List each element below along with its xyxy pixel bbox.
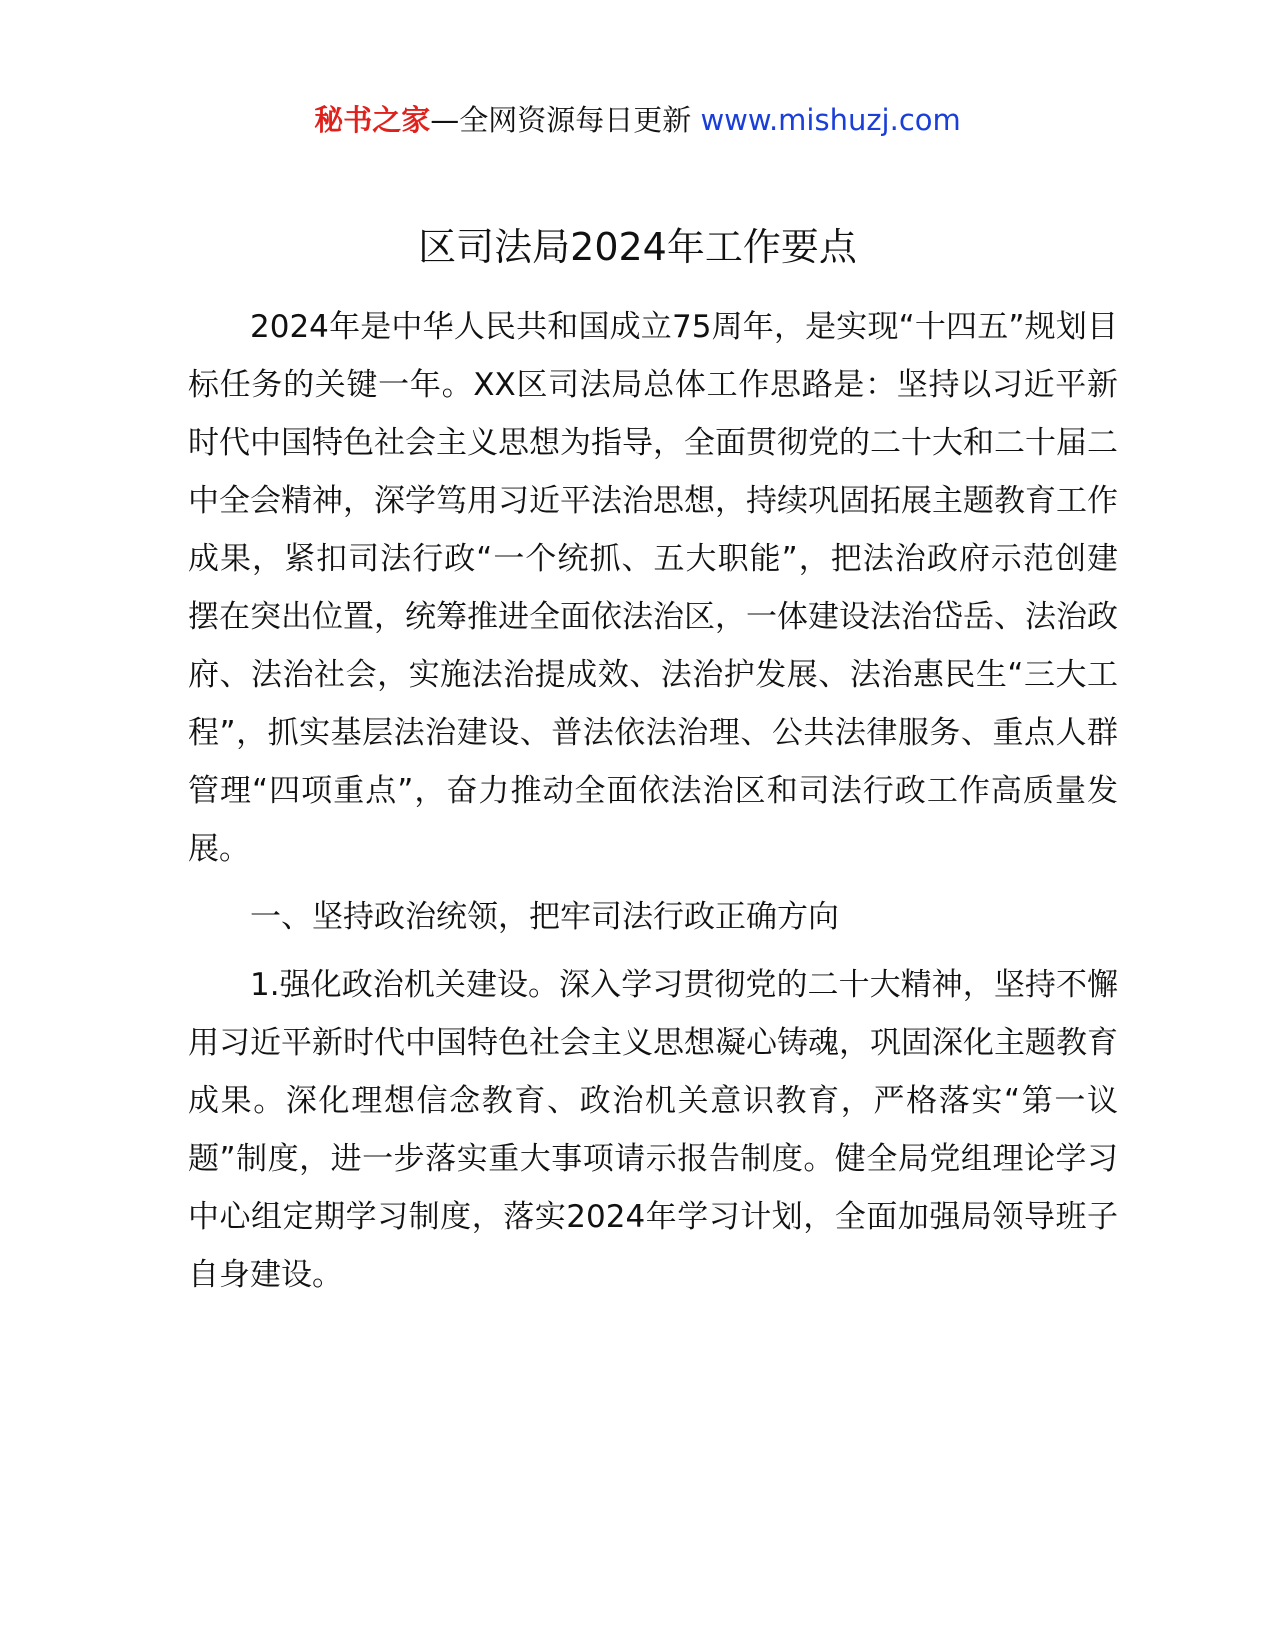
section-heading: 一、坚持政治统领，把牢司法行政正确方向 xyxy=(250,899,839,935)
header-slogan: —全网资源每日更新 xyxy=(430,103,701,137)
intro-paragraph: 2024年是中华人民共和国成立75周年，是实现“十四五”规划目标任务的关键一年。XX区司法局总体工作思路是：坚持以习近平新时代中国特色社会主义思想为指导，全面贯彻党的二十大和二十届二中全会精神，深学笃用习近平法治思想，持续巩固拓展主题教育工作成果，紧扣司法行政“一个统抓、五大职能”，把法治政府示范创建摆在突出位置，统筹推进全面依法治区，一体建设法治岱岳、法治政府、法治社会，实施法治提成效、法治护发展、法治惠民生“三大工程”，抓实基层法治建设、普法依法治理、公共法律服务、重点人群管理“四项重点”，奋力推动全面依法治区和司法行政工作高质量发展。 xyxy=(188,309,1118,867)
header-url-link[interactable]: www.mishuzj.com xyxy=(700,103,961,137)
document-title: 区司法局2024年工作要点 xyxy=(418,225,857,269)
page-header xyxy=(0,100,1275,140)
document-body xyxy=(188,298,1118,1304)
body-paragraph: 1.强化政治机关建设。深入学习贯彻党的二十大精神，坚持不懈用习近平新时代中国特色社会主义思想凝心铸魂，巩固深化主题教育成果。深化理想信念教育、政治机关意识教育，严格落实“第一议题”制度，进一步落实重大事项请示报告制度。健全局党组理论学习中心组定期学习制度，落实2024年学习计划，全面加强局领导班子自身建设。 xyxy=(188,967,1118,1293)
header-brand: 秘书之家 xyxy=(314,103,431,137)
